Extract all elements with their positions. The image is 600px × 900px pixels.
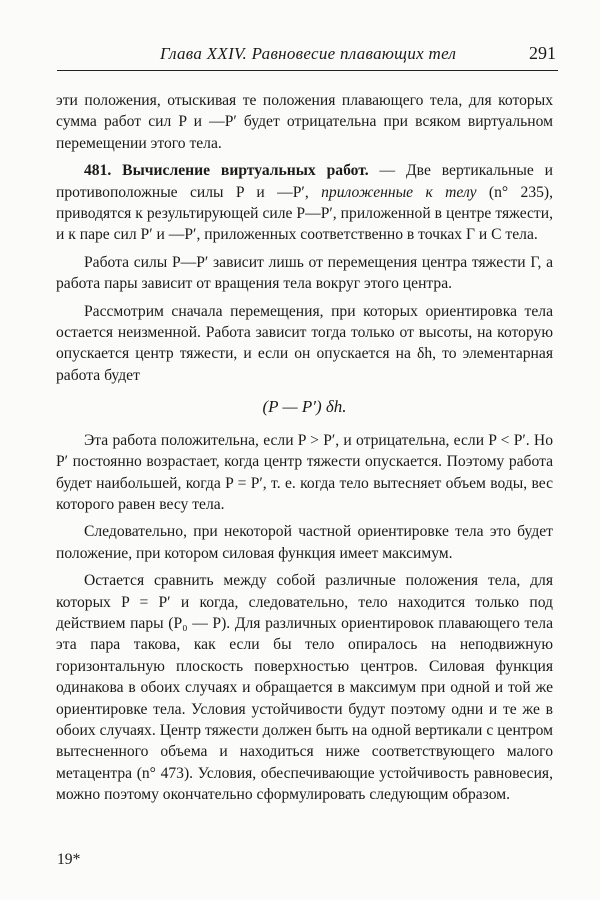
paragraph-text: (n° 235), приводятся к результирующей силе P—P′, приложенной в центре тяжести, и к паре сил P′ и —P′, приложенных соответственно в точках Γ и C тела. <box>56 183 554 244</box>
paragraph: Остается сравнить между собой различные положения тела, для которых P = P′ и когда, следовательно, тело находится только под действием пары (P₀ — P). Для различных ориентировок плавающего тела эта пара такова, как если бы тело опиралось на неподвижную горизонтальную плоскость поверхностью центров. Силовая функция одинакова в обоих случаях и обращается в максимум при одной и той же ориентировке тела. Условия устойчивости будут поэтому одни и те же в обоих случаях. Центр тяжести должен быть на одной вертикали с центром вытесненного объема и находиться ниже соответствующего малого метацентра (n° 473). Условия, обеспечивающие устойчивость равновесия, можно поэтому окончательно сформулировать следующим образом. <box>56 572 553 804</box>
page-number: 291 <box>529 43 556 63</box>
page-header <box>57 40 558 71</box>
paragraph-section-481 <box>56 160 553 246</box>
paragraph-continuation: эти положения, отыскивая те положения плавающего тела, для которых сумма работ сил P и —P′ будет отрицательна при всяком виртуальном перемещении этого тела. <box>56 92 553 152</box>
section-heading: 481. Вычисление виртуальных работ. <box>84 162 369 180</box>
paragraph: Следовательно, при некоторой частной ориентировке тела это будет положение, при котором силовая функция имеет максимум. <box>56 523 553 562</box>
paragraph: Рассмотрим сначала перемещения, при которых ориентировка тела остается неизменной. Работа зависит тогда только от высоты, на которую опускается центр тяжести, и если он опускается на δh, то элементарная работа будет <box>56 302 553 384</box>
signature-mark: 19* <box>57 851 81 868</box>
formula: (P — P′) δh. <box>262 397 347 417</box>
page-body <box>56 90 553 812</box>
paragraph: Работа силы P—P′ зависит лишь от перемещения центра тяжести Γ, а работа пары зависит от вращения тела вокруг этого центра. <box>56 253 553 293</box>
paragraph: Эта работа положительна, если P > P′, и отрицательна, если P < P′. Но P′ постоянно возрастает, когда центр тяжести опускается. Поэтому работа будет наибольшей, когда P = P′, т. е. когда тело вытесняет объем воды, вес которого равен весу тела. <box>56 431 553 513</box>
running-title: Глава XXIV. Равновесие плавающих тел <box>160 44 457 63</box>
paragraph-text: — Две вертикальные и противоположные силы P и —P′, <box>56 162 553 201</box>
emphasis-text: приложенные к телу <box>321 183 477 201</box>
